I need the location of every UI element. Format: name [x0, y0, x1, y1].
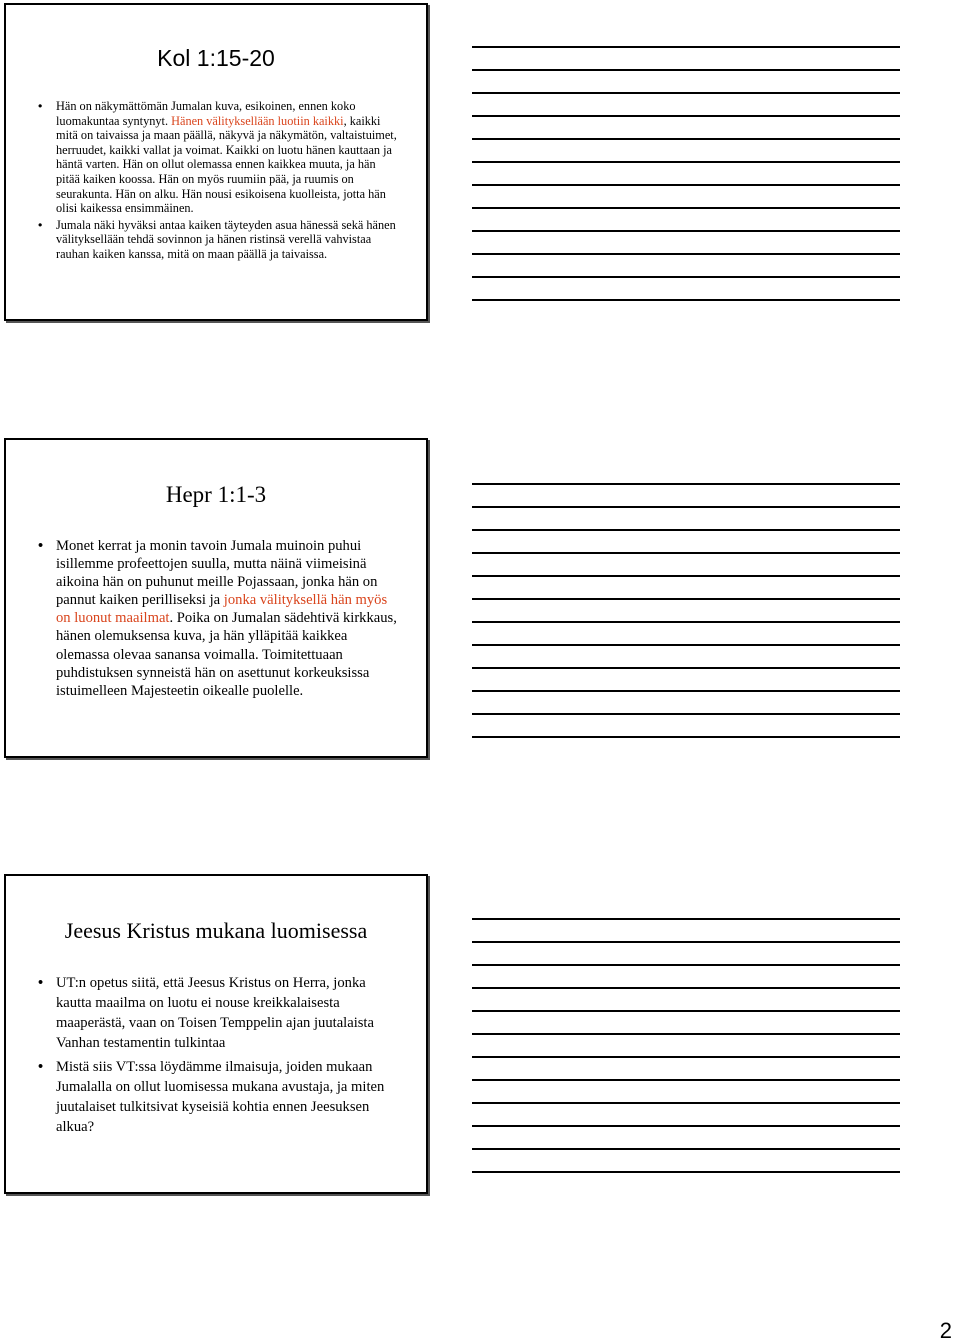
bullet-marker: • [38, 975, 44, 991]
note-line [472, 253, 900, 255]
notes-lines [472, 46, 900, 322]
slide-jeesus [4, 874, 428, 1194]
note-line [472, 1056, 900, 1058]
bullet-item [36, 537, 400, 700]
note-line [472, 529, 900, 531]
note-line [472, 1010, 900, 1012]
note-line [472, 552, 900, 554]
note-line [472, 299, 900, 301]
note-line [472, 690, 900, 692]
note-line [472, 1148, 900, 1150]
note-line [472, 138, 900, 140]
note-line [472, 1079, 900, 1081]
bullet-list [36, 537, 400, 700]
note-line [472, 230, 900, 232]
page-number: 2 [939, 1318, 952, 1343]
bullet-text: Jumala näki hyväksi antaa kaiken täyteyden asua hänessä sekä hänen välityksellään tehdä sovinnon ja hänen ristinsä verellä vahvistaa rauhan kaiken kanssa, mitä on maan päällä ja taivaissa. [56, 217, 396, 261]
note-line [472, 506, 900, 508]
note-line [472, 483, 900, 485]
bullet-text: Hän on näkymättömän Jumalan kuva, esikoinen, ennen koko luomakuntaa syntynyt. [56, 99, 356, 128]
slide-title: Jeesus Kristus mukana luomisessa [64, 918, 368, 943]
note-line [472, 115, 900, 117]
bullet-list [36, 973, 388, 1137]
slide-hepr [4, 438, 428, 758]
bullet-marker: • [38, 1059, 44, 1075]
note-line [472, 713, 900, 715]
note-line [472, 92, 900, 94]
note-line [472, 161, 900, 163]
bullet-text: . Poika on Jumalan sädehtivä kirkkaus, hänen olemuksensa kuva, ja hän ylläpitää kaikkea olemassa olevaa sanansa voimalla. Toimitettuaan puhdistuksen synneistä hän on asettunut korkeuksissa istuimelleen Majesteetin oikealle puolelle. [56, 610, 397, 699]
note-line [472, 184, 900, 186]
bullet-text: UT:n opetus siitä, että Jeesus Kristus on Herra, jonka kautta maailma on luotu ei nouse kreikkalaisesta maaperästä, vaan on Toisen Temppelin ajan juutalaista Vanhan testamentin tulkintaa [56, 975, 374, 1051]
bullet-item [36, 218, 400, 262]
note-line [472, 736, 900, 738]
note-line [472, 46, 900, 48]
note-line [472, 987, 900, 989]
note-line [472, 276, 900, 278]
bullet-text: Mistä siis VT:ssa löydämme ilmaisuja, joiden mukaan Jumalalla on ollut luomisessa mukana avustaja, ja miten juutalaiset tulkitsivat kyseisiä kohtia ennen Jeesuksen alkua? [56, 1059, 385, 1135]
bullet-marker: • [38, 217, 43, 232]
note-line [472, 964, 900, 966]
slide-kol [4, 3, 428, 321]
note-line [472, 1102, 900, 1104]
slide-title: Hepr 1:1-3 [165, 482, 267, 507]
notes-lines [472, 918, 900, 1194]
bullet-marker: • [38, 538, 44, 554]
bullet-list [36, 99, 400, 262]
highlighted-text: Hänen välityksellään luotiin kaikki [171, 113, 344, 128]
note-line [472, 1125, 900, 1127]
note-line [472, 207, 900, 209]
note-line [472, 621, 900, 623]
note-line [472, 1033, 900, 1035]
bullet-item [36, 99, 400, 216]
note-line [472, 69, 900, 71]
bullet-item [36, 973, 388, 1053]
note-line [472, 644, 900, 646]
note-line [472, 1171, 900, 1173]
notes-lines [472, 483, 900, 759]
bullet-text: , kaikki mitä on taivaissa ja maan päällä, näkyvä ja näkymätön, valtaistuimet, herruudet, kaikki vallat ja voimat. Kaikki on luotu hänen kauttaan ja häntä varten. Hän on ollut olemassa ennen kaikkea muuta, ja hän pitää kaiken koossa. Hän on myös ruumiin pää, ja ruumis on seurakunta. Hän on alku. Hän nousi esikoisena kuolleista, jotta hän olisi kaikessa ensimmäinen. [56, 113, 397, 216]
note-line [472, 667, 900, 669]
highlighted-text: jonka välityksellä hän myös on luonut maailmat [56, 592, 388, 627]
bullet-marker: • [38, 99, 43, 113]
note-line [472, 918, 900, 920]
note-line [472, 598, 900, 600]
slide-title: Kol 1:15-20 [157, 45, 275, 71]
bullet-text: Monet kerrat ja monin tavoin Jumala muinoin puhui isillemme profeettojen suulla, mutta näinä viimeisinä aikoina hän on puhunut meille Pojassaan, jonka hän on pannut kaiken perilliseksi ja [56, 538, 378, 609]
bullet-item [36, 1057, 388, 1137]
note-line [472, 941, 900, 943]
note-line [472, 575, 900, 577]
